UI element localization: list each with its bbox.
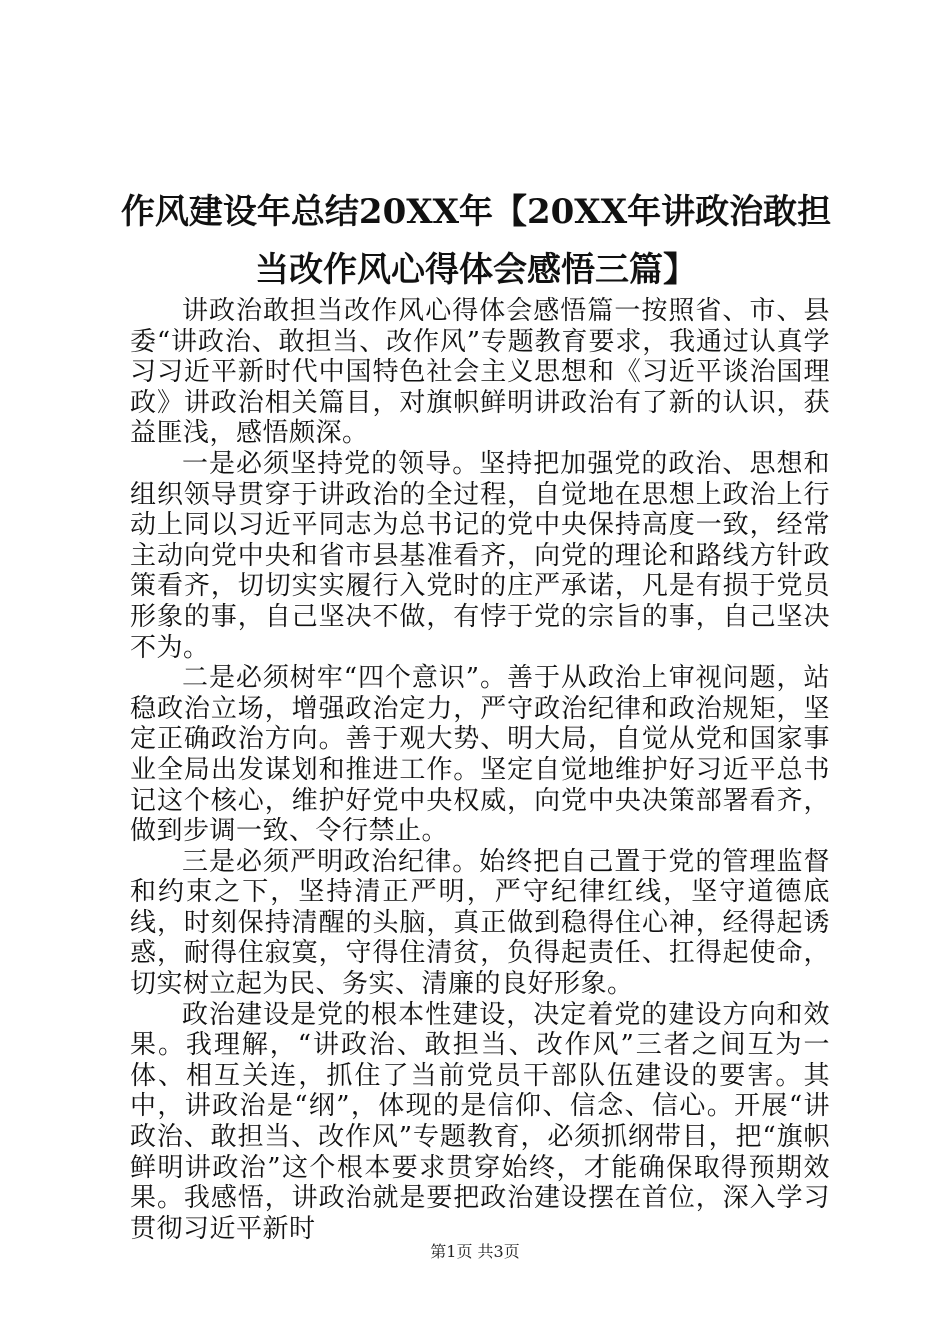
document-body (130, 296, 830, 1244)
title-line-2: 当改作风心得体会感悟三篇】 (255, 250, 697, 290)
paragraph-political-building: 政治建设是党的根本性建设，决定着党的建设方向和效果。我理解，“讲政治、敢担当、改作风”三者之间互为一体、相互关连，抓住了当前党员干部队伍建设的要害。其中，讲政治是“纲”，体现的是信仰、信念、信心。开展“讲政治、敢担当、改作风”专题教育，必须抓纲带目，把“旗帜鲜明讲政治”这个根本要求贯穿始终，才能确保取得预期效果。我感悟，讲政治就是要把政治建设摆在首位，深入学习贯彻习近平新时 (130, 999, 830, 1244)
title-line-1: 作风建设年总结20XX年【20XX年讲政治敢担 (120, 192, 832, 232)
page-title (120, 183, 832, 299)
paragraph-point-two: 二是必须树牢“四个意识”。善于从政治上审视问题，站稳政治立场，增强政治定力，严守政治纪律和政治规矩，坚定正确政治方向。善于观大势、明大局，自觉从党和国家事业全局出发谋划和推进工作。坚定自觉地维护好习近平总书记这个核心，维护好党中央权威，向党中央决策部署看齐，做到步调一致、令行禁止。 (130, 663, 830, 847)
paragraph-point-three: 三是必须严明政治纪律。始终把自己置于党的管理监督和约束之下，坚持清正严明，严守纪律红线，坚守道德底线，时刻保持清醒的头脑，真正做到稳得住心神，经得起诱惑，耐得住寂寞，守得住清贫，负得起责任、扛得起使命，切实树立起为民、务实、清廉的良好形象。 (130, 846, 830, 1000)
paragraph-point-one: 一是必须坚持党的领导。坚持把加强党的政治、思想和组织领导贯穿于讲政治的全过程，自觉地在思想上政治上行动上同以习近平同志为总书记的党中央保持高度一致，经常主动向党中央和省市县基准看齐，向党的理论和路线方针政策看齐，切切实实履行入党时的庄严承诺，凡是有损于党员形象的事，自己坚决不做，有悖于党的宗旨的事，自己坚决不为。 (130, 448, 830, 663)
paragraph-intro: 讲政治敢担当改作风心得体会感悟篇一按照省、市、县委“讲政治、敢担当、改作风”专题教育要求，我通过认真学习习近平新时代中国特色社会主义思想和《习近平谈治国理政》讲政治相关篇目，对旗帜鲜明讲政治有了新的认识，获益匪浅，感悟颇深。 (130, 296, 830, 449)
page-number-footer: 第1页 共3页 (430, 1242, 520, 1261)
